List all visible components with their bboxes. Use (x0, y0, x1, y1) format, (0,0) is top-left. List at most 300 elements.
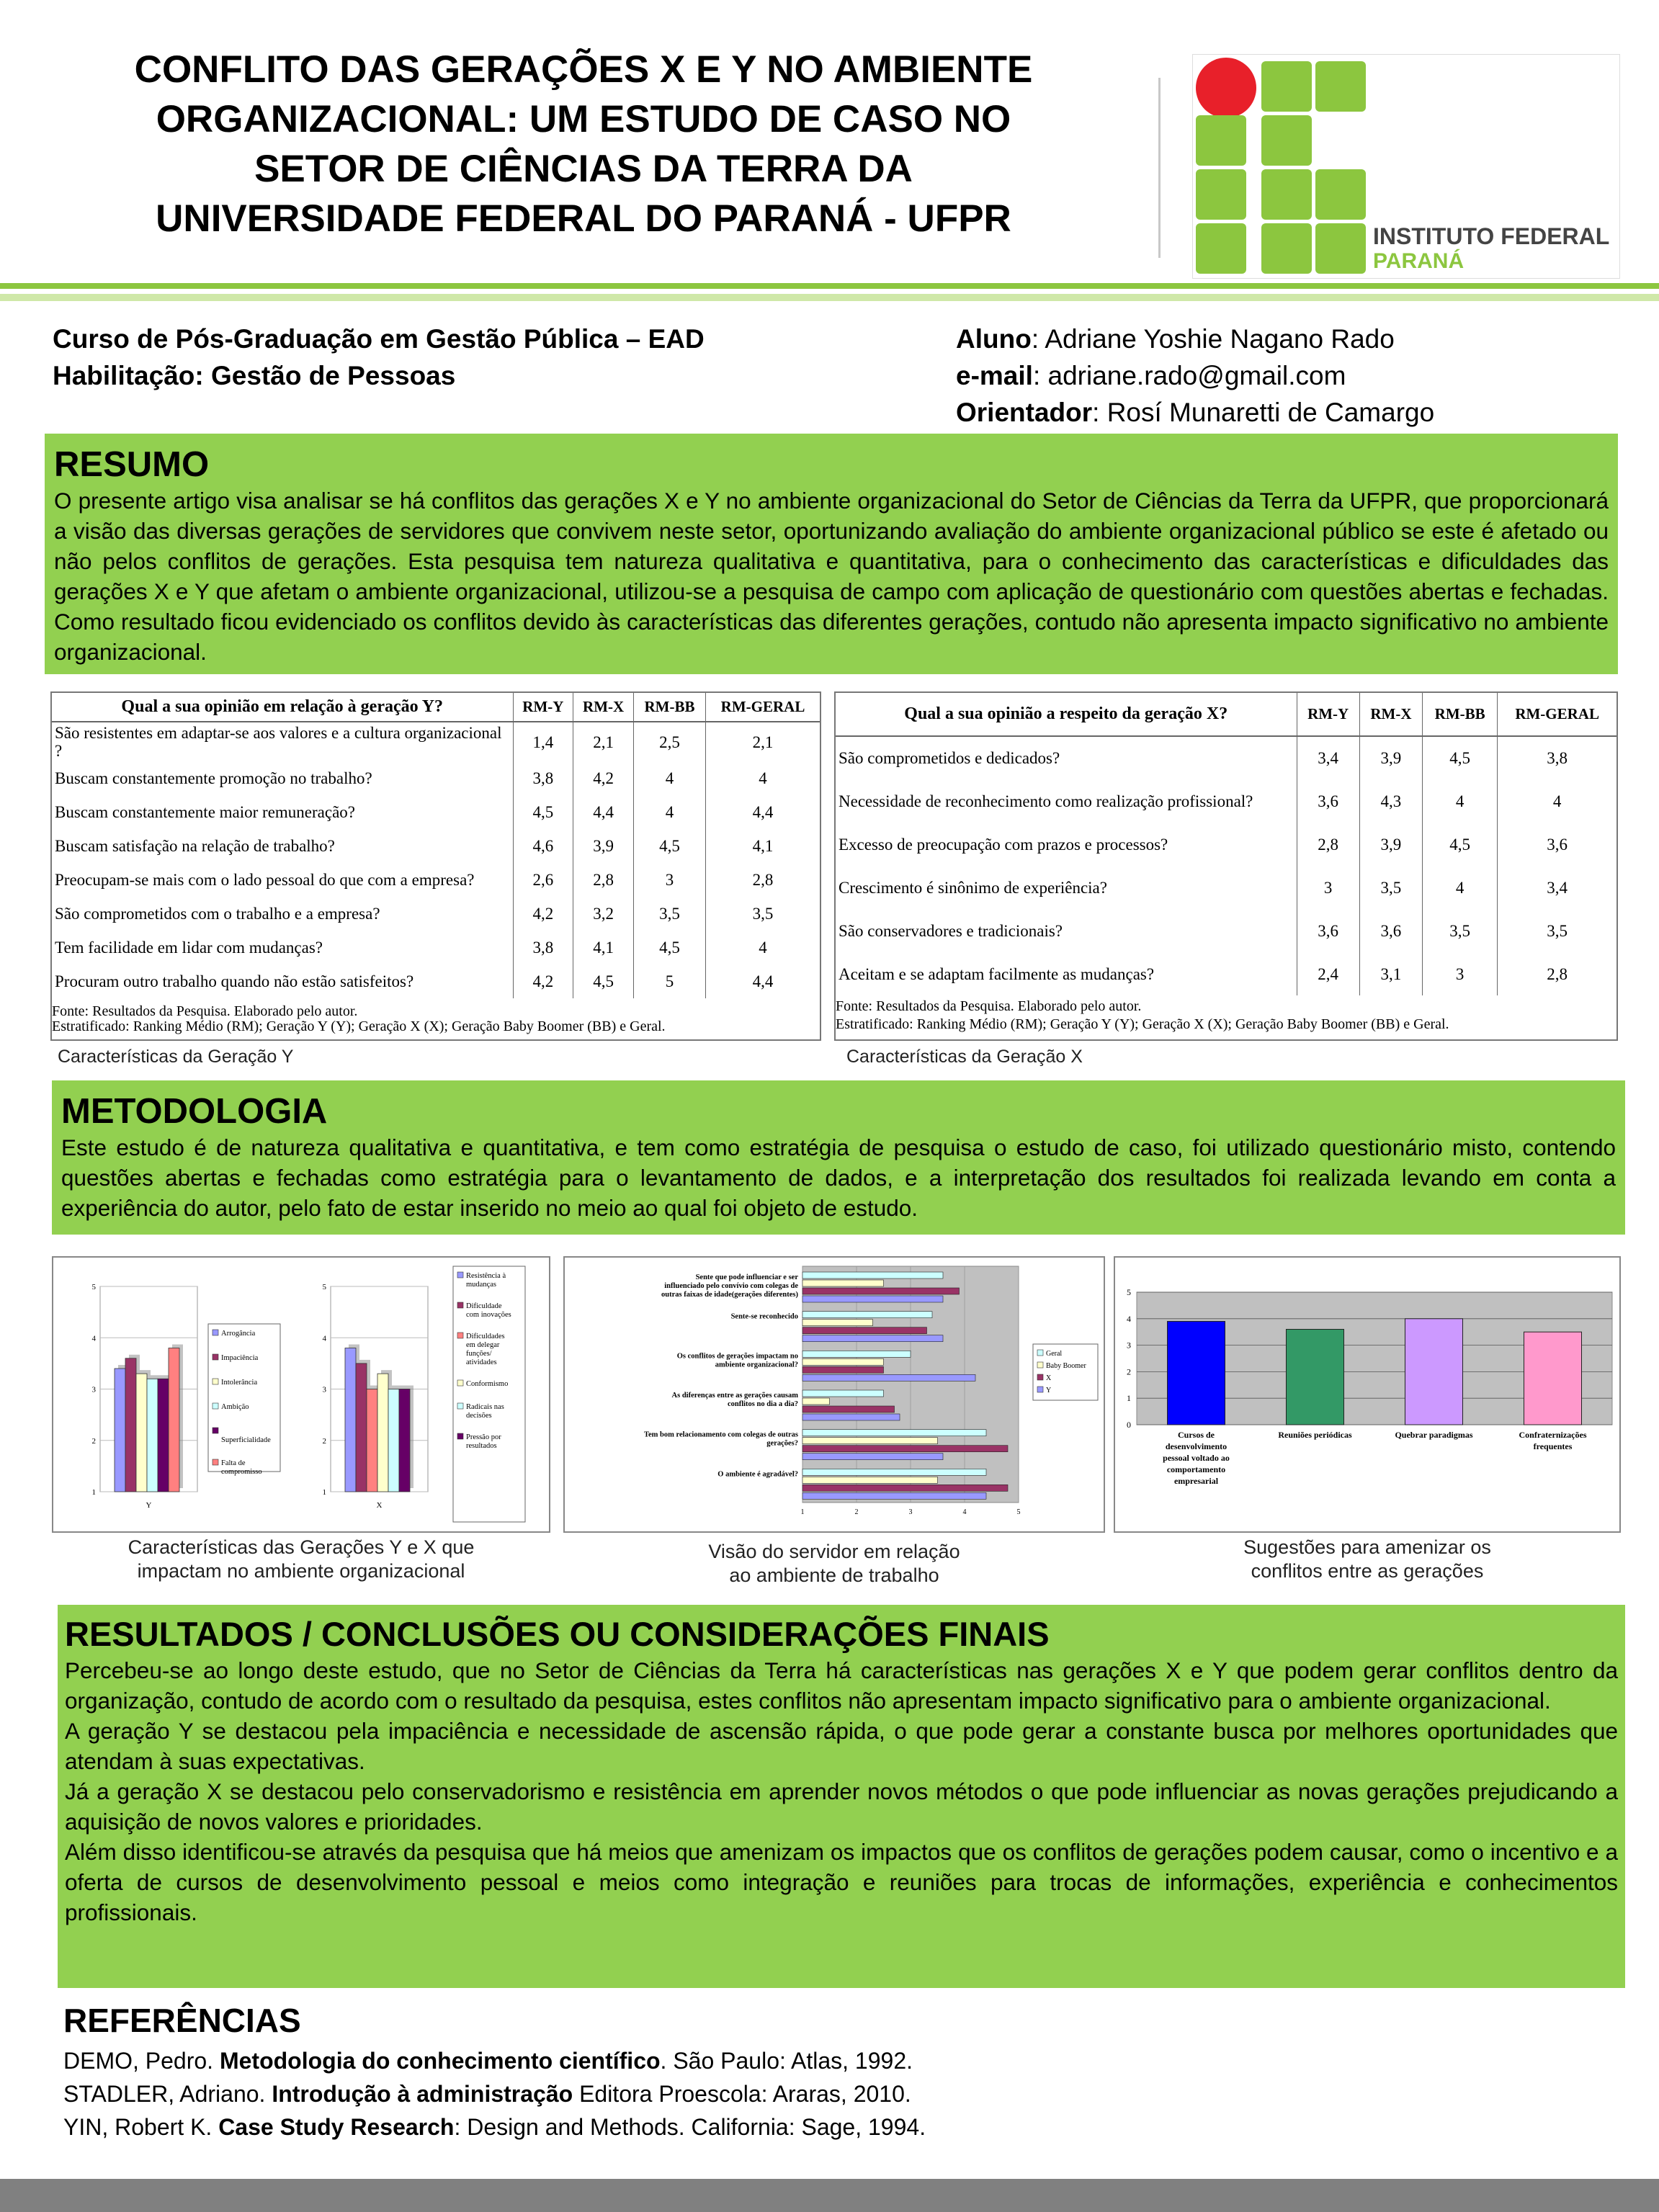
legend-swatch (1037, 1362, 1043, 1368)
footer-bar (0, 2179, 1659, 2212)
resultados-paragraph: Além disso identificou-se através da pesquisa que há meios que amenizam os impactos que os conflitos de gerações podem causar, como o incentivo e a oferta de cursos de desenvolvimento pessoal e meios como integração e reuniões para trocas de informações, experiência e conhecimentos profissionais. (65, 1839, 1618, 1925)
value-cell: 3,9 (573, 829, 634, 863)
legend-swatch (1037, 1350, 1043, 1356)
bar (802, 1454, 943, 1460)
email-label: e-mail (956, 361, 1033, 390)
legend-label: Baby Boomer (1046, 1362, 1086, 1370)
chart-panel-geracoes (52, 1256, 550, 1533)
value-cell: 2,1 (706, 722, 820, 761)
bar (1287, 1330, 1344, 1425)
value-cell: 3,6 (1297, 909, 1359, 952)
value-cell: 4 (1498, 779, 1616, 823)
question-cell: Excesso de preocupação com prazos e processos? (839, 835, 1168, 854)
value-cell: 4,5 (634, 931, 706, 964)
course-info (53, 321, 705, 394)
chart-panel-sugestoes (1114, 1256, 1621, 1533)
chart-caption (1114, 1536, 1621, 1583)
x-tick-label: Y (146, 1501, 152, 1510)
author-name: : Adriane Yoshie Nagano Rado (1031, 324, 1395, 354)
table-header: Qual a sua opinião em relação à geração Y? (52, 693, 513, 722)
logo-divider (1158, 78, 1161, 258)
title-line: UNIVERSIDADE FEDERAL DO PARANÁ - UFPR (156, 197, 1011, 240)
legend-swatch (213, 1403, 218, 1409)
reference-publisher: Editora Proescola: Araras, 2010. (573, 2081, 911, 2107)
bar (169, 1348, 179, 1492)
value-cell: 4,2 (513, 897, 573, 931)
value-cell: 3,5 (1359, 866, 1422, 909)
table-geracao-y (50, 691, 821, 1041)
value-cell: 4,1 (706, 829, 820, 863)
value-cell: 5 (634, 964, 706, 998)
advisor-name: : Rosí Munaretti de Camargo (1092, 398, 1435, 427)
chart-geracoes-svg (53, 1258, 549, 1531)
value-cell: 2,8 (573, 863, 634, 897)
reference-item (63, 2044, 926, 2077)
value-cell: 4,5 (573, 964, 634, 998)
section-heading: RESUMO (54, 445, 210, 484)
table-header: RM-Y (1297, 693, 1359, 736)
legend-swatch (213, 1330, 218, 1335)
value-cell: 4,5 (1423, 823, 1498, 866)
question-cell: Necessidade de reconhecimento como realização profissional? (839, 792, 1253, 810)
value-cell: 4,1 (573, 931, 634, 964)
bar (158, 1379, 169, 1492)
resultados-paragraph: Já a geração X se destacou pelo conservadorismo e resistência em aprender novos métodos o que pode influenciar as novas gerações prejudicando a aquisição de novos valores e prioridades. (65, 1778, 1618, 1835)
table-legend: Estratificado: Ranking Médio (RM); Geração Y (Y); Geração X (X); Geração Baby Boomer (BB) e Geral. (52, 1018, 666, 1034)
caption-line: Sugestões para amenizar os (1243, 1536, 1491, 1558)
chart-panel-visao (563, 1256, 1105, 1533)
bar (802, 1327, 927, 1334)
value-cell: 3,8 (513, 931, 573, 964)
y-tick-label: 4 (91, 1334, 96, 1343)
legend-label: Pressão por (466, 1433, 501, 1441)
value-cell: 4,2 (573, 761, 634, 795)
reference-author: YIN, Robert K. (63, 2114, 219, 2140)
reference-title: Case Study Research (218, 2114, 455, 2140)
logo-square (1261, 169, 1312, 220)
institute-logo (1192, 54, 1620, 279)
value-cell: 4,4 (706, 964, 820, 998)
resultados-paragraph: A geração Y se destacou pela impaciência e necessidade de ascensão rápida, o que pode gerar a constante busca por melhores oportunidades que atendam à suas expectativas. (65, 1718, 1618, 1774)
caption-line: impactam no ambiente organizacional (137, 1560, 465, 1582)
author-info (956, 321, 1434, 431)
bar (377, 1374, 388, 1492)
bar (802, 1272, 943, 1279)
table-row (52, 863, 820, 897)
table-row (836, 823, 1616, 866)
legend-swatch (457, 1333, 463, 1338)
y-tick-label: 4 (322, 1334, 326, 1343)
title-line: CONFLITO DAS GERAÇÕES X E Y NO AMBIENTE (134, 48, 1033, 91)
chart-visao-svg (565, 1258, 1104, 1531)
legend-label: com inovações (466, 1311, 511, 1319)
logo-square (1261, 223, 1312, 274)
caption-line: Visão do servidor em relação (708, 1541, 960, 1562)
logo-square (1315, 223, 1366, 274)
table-header: RM-GERAL (706, 693, 820, 722)
category-label: O ambiente é agradável? (717, 1470, 798, 1479)
references-list (63, 2044, 926, 2144)
legend-label: compromisso (221, 1468, 262, 1476)
value-cell: 4,4 (573, 795, 634, 829)
question-cell: Crescimento é sinônimo de experiência? (839, 878, 1107, 897)
y-tick-label: 3 (322, 1385, 326, 1394)
value-cell: 3,6 (1359, 909, 1422, 952)
value-cell: 3,4 (1297, 736, 1359, 779)
legend-swatch (457, 1380, 463, 1386)
category-label: Reuniões periódicas (1278, 1430, 1352, 1440)
bar (802, 1296, 943, 1302)
header-rule (0, 283, 1659, 289)
value-cell: 2,6 (513, 863, 573, 897)
legend-box (208, 1324, 280, 1472)
reference-publisher: : Design and Methods. California: Sage, 1994. (454, 2114, 926, 2140)
value-cell: 3,9 (1359, 823, 1422, 866)
author-email: : adriane.rado@gmail.com (1032, 361, 1346, 390)
legend-swatch (457, 1433, 463, 1439)
section-heading: RESULTADOS / CONCLUSÕES OU CONSIDERAÇÕES FINAIS (65, 1615, 1050, 1653)
legend-label: Conformismo (466, 1380, 509, 1388)
reference-author: DEMO, Pedro. (63, 2048, 220, 2074)
table-row (836, 952, 1616, 995)
bar (802, 1366, 884, 1373)
value-cell: 3,8 (513, 761, 573, 795)
x-tick-label: 2 (854, 1508, 859, 1516)
y-tick-label: 1 (322, 1488, 326, 1497)
table-header: RM-X (573, 693, 634, 722)
y-tick-label: 0 (1127, 1420, 1131, 1430)
bar (802, 1335, 943, 1342)
y-tick-label: 4 (1127, 1313, 1131, 1324)
value-cell: 3,5 (634, 897, 706, 931)
value-cell: 3,9 (1359, 736, 1422, 779)
legend-label: Arrogância (221, 1330, 256, 1338)
value-cell: 2,8 (1297, 823, 1359, 866)
author-label: Aluno (956, 324, 1032, 354)
bar (1524, 1332, 1582, 1425)
category-label: Sente que pode influenciar e ser (695, 1273, 798, 1281)
legend-label: funções/ (466, 1350, 492, 1358)
value-cell: 3,5 (1498, 909, 1616, 952)
logo-square (1196, 169, 1246, 220)
legend-swatch (457, 1272, 463, 1278)
category-label: As diferenças entre as gerações causam (671, 1392, 798, 1400)
value-cell: 3 (1297, 866, 1359, 909)
chart-caption (563, 1540, 1105, 1588)
y-tick-label: 3 (91, 1385, 96, 1394)
value-cell: 2,4 (1297, 952, 1359, 995)
legend-swatch (213, 1459, 218, 1465)
x-tick-label: 4 (962, 1508, 967, 1516)
bar (802, 1280, 884, 1286)
legend-label: em delegar (466, 1341, 500, 1349)
value-cell: 3,5 (1423, 909, 1498, 952)
legend-label: Y (1046, 1387, 1052, 1394)
legend-label: X (1046, 1374, 1052, 1382)
legend-swatch (457, 1302, 463, 1308)
table-row (52, 964, 820, 998)
table-row (52, 829, 820, 863)
legend-label: Impaciência (221, 1354, 259, 1362)
bar (802, 1414, 900, 1420)
category-label: Cursos de (1177, 1430, 1215, 1440)
reference-publisher: . São Paulo: Atlas, 1992. (660, 2048, 913, 2074)
legend-label: Superficialidade (221, 1436, 271, 1444)
value-cell: 4,4 (706, 795, 820, 829)
value-cell: 4,6 (513, 829, 573, 863)
bar (802, 1390, 884, 1397)
resultados-section (58, 1605, 1625, 1988)
value-cell: 4,5 (634, 829, 706, 863)
bar (1168, 1321, 1225, 1425)
table-header: Qual a sua opinião a respeito da geração X? (836, 693, 1297, 736)
legend-label: resultados (466, 1442, 497, 1450)
metodologia-text: Este estudo é de natureza qualitativa e quantitativa, e tem como estratégia de pesquisa o estudo de caso, foi utilizado questionário misto, contendo questões abertas e fechadas como estratégia para o levantamento de dados, e a interpretação dos resultados foi realizada levando em conta a experiência do autor, pelo fato de estar inserido no meio ao qual foi objeto de estudo. (61, 1134, 1616, 1221)
question-cell: São comprometidos com o trabalho e a empresa? (55, 905, 380, 923)
advisor-label: Orientador (956, 398, 1093, 427)
legend-label: Dificuldade (466, 1302, 502, 1310)
value-cell: 4,5 (1423, 736, 1498, 779)
table-caption: Características da Geração Y (58, 1047, 294, 1067)
category-label: desenvolvimento (1165, 1441, 1228, 1451)
value-cell: 3,8 (1498, 736, 1616, 779)
value-cell: 3,1 (1359, 952, 1422, 995)
logo-square (1315, 169, 1366, 220)
table-row (836, 866, 1616, 909)
bar (367, 1389, 377, 1492)
question-cell: Aceitam e se adaptam facilmente as mudanças? (839, 964, 1155, 983)
bar (802, 1398, 830, 1405)
reference-item (63, 2110, 926, 2144)
legend-label: atividades (466, 1358, 497, 1366)
category-label: conflitos no dia a dia? (727, 1400, 798, 1408)
bar (345, 1348, 356, 1492)
bar (1405, 1319, 1463, 1425)
bar (802, 1320, 873, 1326)
caption-line: Características das Gerações Y e X que (128, 1536, 475, 1558)
question-cell: São resistentes em adaptar-se aos valores e a cultura organizacional ? (55, 724, 502, 760)
y-tick-label: 1 (91, 1488, 96, 1497)
resumo-text: O presente artigo visa analisar se há conflitos das gerações X e Y no ambiente organizacional do Setor de Ciências da Terra da UFPR, que proporcionará a visão das diversas gerações de servidores que convivem neste setor, oportunizando avaliação do ambiente organizacional público se este é afetado ou não pelos conflitos de gerações. Esta pesquisa tem natureza qualitativa e quantitativa, para o conhecimento das características e dificuldades das gerações X e Y que afetam o ambiente organizacional, utilizou-se a pesquisa de campo com aplicação de questionário com questões abertas e fechadas. Como resultado ficou evidenciado os conflitos devido às características das diferentes gerações, contudo não apresenta impacto significativo no ambiente organizacional. (54, 488, 1609, 665)
bar (802, 1312, 932, 1318)
table-legend: Estratificado: Ranking Médio (RM); Geração Y (Y); Geração X (X); Geração Baby Boomer (BB) e Geral. (836, 1016, 1449, 1032)
header-rule-light (0, 294, 1659, 301)
legend-swatch (213, 1379, 218, 1384)
value-cell: 4 (706, 931, 820, 964)
value-cell: 4,3 (1359, 779, 1422, 823)
y-tick-label: 5 (1127, 1287, 1131, 1297)
bar (802, 1374, 975, 1381)
y-tick-label: 1 (1127, 1393, 1131, 1404)
bar (802, 1351, 911, 1357)
legend-label: Ambição (221, 1403, 249, 1411)
legend-label: decisões (466, 1412, 492, 1420)
legend-swatch (1037, 1374, 1043, 1380)
table-row (836, 779, 1616, 823)
legend-label: Resistência à (466, 1272, 506, 1280)
category-label: Tem bom relacionamento com colegas de outras (643, 1430, 798, 1439)
reference-title: Metodologia do conhecimento científico (219, 2048, 661, 2074)
legend-label: mudanças (466, 1281, 496, 1289)
legend-label: Dificuldades (466, 1333, 505, 1340)
resultados-paragraph: Percebeu-se ao longo deste estudo, que no Setor de Ciências da Terra há características nas gerações X e Y que podem gerar conflitos dentro da organização, contudo de acordo com o resultado da pesquisa, estes conflitos não apresentam impacto significativo para o ambiente organizacional. (65, 1657, 1618, 1714)
poster-title (29, 45, 1138, 243)
chart-caption (52, 1536, 550, 1583)
bar (802, 1430, 986, 1436)
bar (802, 1492, 986, 1499)
table-source: Fonte: Resultados da Pesquisa. Elaborado pelo autor. (52, 1003, 358, 1019)
category-label: ambiente organizacional? (715, 1361, 798, 1369)
category-label: Confraternizações (1519, 1430, 1587, 1440)
legend-label: Geral (1046, 1350, 1063, 1358)
value-cell: 4 (1423, 866, 1498, 909)
question-cell: Preocupam-se mais com o lado pessoal do que com a empresa? (55, 871, 475, 889)
category-label: Quebrar paradigmas (1395, 1430, 1473, 1440)
logo-text-line1: INSTITUTO FEDERAL (1373, 223, 1610, 249)
bar (802, 1485, 1008, 1491)
legend-label: Falta de (221, 1459, 246, 1467)
references-heading: REFERÊNCIAS (63, 2002, 301, 2039)
bar (802, 1358, 884, 1365)
logo-circle (1196, 58, 1256, 118)
caption-line: conflitos entre as gerações (1251, 1560, 1484, 1582)
bar (147, 1379, 158, 1492)
bar (115, 1369, 125, 1492)
logo-square (1196, 223, 1246, 274)
title-line: SETOR DE CIÊNCIAS DA TERRA DA (254, 148, 913, 190)
y-tick-label: 5 (91, 1283, 96, 1291)
legend-label: Radicais nas (466, 1403, 504, 1411)
legend-swatch (1037, 1387, 1043, 1392)
value-cell: 4,2 (513, 964, 573, 998)
legend-swatch (213, 1354, 218, 1360)
question-cell: Buscam satisfação na relação de trabalho? (55, 837, 335, 855)
table-header-row (52, 693, 820, 722)
question-cell: São conservadores e tradicionais? (839, 921, 1063, 940)
specialization-line: Habilitação: Gestão de Pessoas (53, 361, 456, 390)
value-cell: 2,8 (1498, 952, 1616, 995)
bar (125, 1358, 136, 1492)
resumo-section (45, 434, 1618, 674)
chart-sugestoes-svg (1115, 1258, 1619, 1531)
question-cell: Tem facilidade em lidar com mudanças? (55, 939, 323, 957)
reference-author: STADLER, Adriano. (63, 2081, 272, 2107)
value-cell: 4 (1423, 779, 1498, 823)
logo-square (1196, 115, 1246, 166)
category-label: empresarial (1173, 1476, 1219, 1486)
table-source: Fonte: Resultados da Pesquisa. Elaborado pelo autor. (836, 998, 1142, 1014)
bar (136, 1374, 147, 1492)
y-tick-label: 2 (1127, 1366, 1131, 1377)
table-header: RM-Y (513, 693, 573, 722)
question-cell: São comprometidos e dedicados? (839, 749, 1060, 767)
value-cell: 2,1 (573, 722, 634, 761)
reference-title: Introdução à administração (272, 2081, 573, 2107)
logo-square (1261, 61, 1312, 112)
bar (802, 1469, 986, 1475)
bar (802, 1477, 938, 1483)
table-row (52, 761, 820, 795)
y-tick-label: 2 (322, 1436, 326, 1446)
value-cell: 4 (706, 761, 820, 795)
caption-line: ao ambiente de trabalho (729, 1564, 939, 1586)
value-cell: 4 (634, 795, 706, 829)
table-row (836, 736, 1616, 779)
category-label: Os conflitos de gerações impactam no (676, 1352, 798, 1361)
question-cell: Procuram outro trabalho quando não estão satisfeitos? (55, 972, 414, 990)
table-geracao-x (834, 691, 1618, 1041)
section-heading: METODOLOGIA (61, 1092, 328, 1131)
table-caption: Características da Geração X (846, 1047, 1083, 1067)
value-cell: 3 (634, 863, 706, 897)
category-label: gerações? (766, 1439, 798, 1448)
logo-square (1261, 115, 1312, 166)
reference-item (63, 2077, 926, 2110)
question-cell: Buscam constantemente maior remuneração? (55, 803, 356, 821)
y-tick-label: 3 (1127, 1340, 1131, 1351)
value-cell: 3,6 (1498, 823, 1616, 866)
table-row (52, 897, 820, 931)
bar (802, 1446, 1008, 1452)
category-label: Sente-se reconhecido (730, 1312, 798, 1321)
course-line: Curso de Pós-Graduação em Gestão Pública – EAD (53, 324, 705, 354)
question-cell: Buscam constantemente promoção no trabalho? (55, 769, 372, 787)
bar (388, 1389, 399, 1492)
x-tick-label: 5 (1016, 1508, 1021, 1516)
table-row (52, 931, 820, 964)
value-cell: 3,6 (1297, 779, 1359, 823)
category-label: outras faixas de idade(gerações diferentes) (661, 1291, 798, 1299)
bar (802, 1288, 960, 1294)
category-label: frequentes (1533, 1441, 1573, 1451)
table-header: RM-X (1359, 693, 1422, 736)
value-cell: 2,8 (706, 863, 820, 897)
logo-text-line2: PARANÁ (1373, 249, 1465, 273)
bar (802, 1406, 895, 1412)
y-tick-label: 5 (322, 1283, 326, 1291)
value-cell: 2,5 (634, 722, 706, 761)
table-header: RM-GERAL (1498, 693, 1616, 736)
bar (802, 1438, 938, 1444)
logo-square (1315, 61, 1366, 112)
bar (399, 1389, 410, 1492)
value-cell: 1,4 (513, 722, 573, 761)
table-header: RM-BB (634, 693, 706, 722)
table-row (52, 795, 820, 829)
x-tick-label: X (376, 1501, 383, 1510)
bar (356, 1364, 367, 1492)
table-header-row (836, 693, 1616, 736)
legend-swatch (213, 1428, 218, 1433)
value-cell: 3,5 (706, 897, 820, 931)
x-tick-label: 1 (800, 1508, 805, 1516)
value-cell: 4,5 (513, 795, 573, 829)
legend-label: Intolerância (221, 1379, 258, 1387)
table-header: RM-BB (1423, 693, 1498, 736)
value-cell: 4 (634, 761, 706, 795)
category-label: influenciado pelo convívio com colegas de (664, 1282, 798, 1290)
value-cell: 3,4 (1498, 866, 1616, 909)
category-label: pessoal voltado ao (1163, 1453, 1230, 1463)
table-row (52, 722, 820, 761)
legend-swatch (457, 1403, 463, 1409)
table-row (836, 909, 1616, 952)
value-cell: 3 (1423, 952, 1498, 995)
x-tick-label: 3 (908, 1508, 913, 1516)
y-tick-label: 2 (91, 1436, 96, 1446)
value-cell: 3,2 (573, 897, 634, 931)
title-line: ORGANIZACIONAL: UM ESTUDO DE CASO NO (156, 98, 1011, 140)
